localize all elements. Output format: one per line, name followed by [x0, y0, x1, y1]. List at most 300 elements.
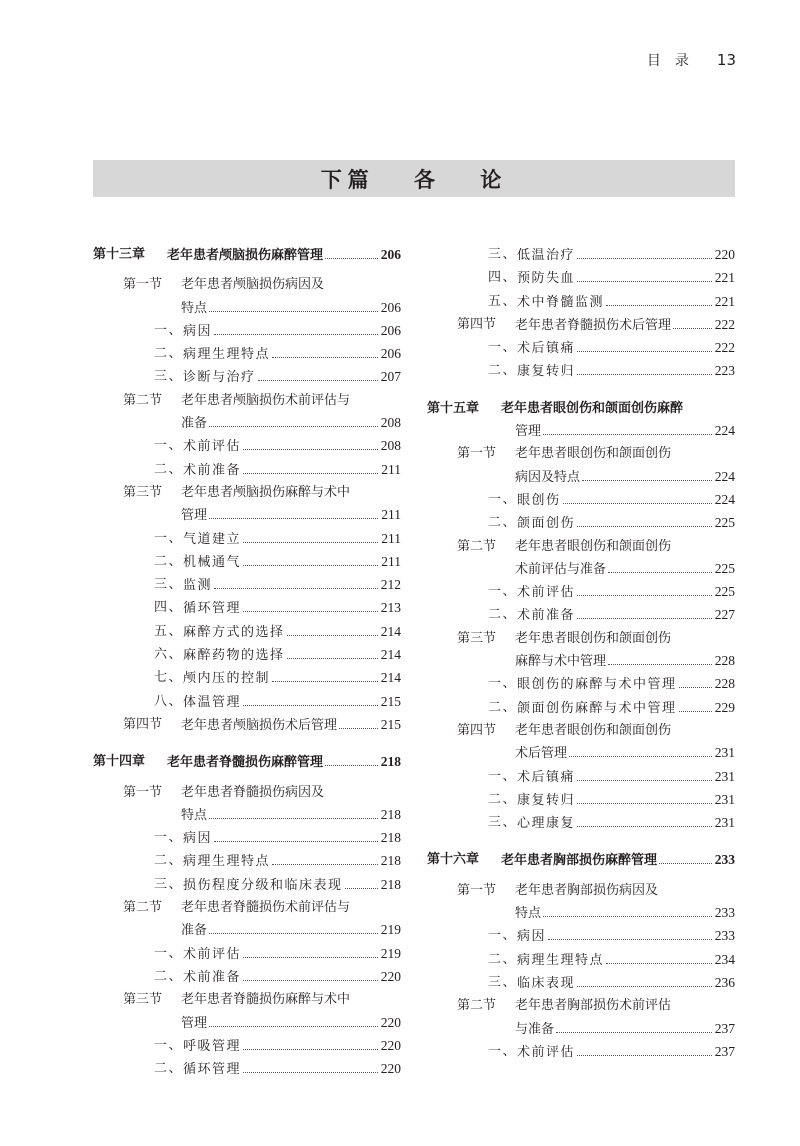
toc-entry-label: 一、 — [487, 584, 517, 600]
toc-entry-label: 一、 — [487, 768, 517, 784]
toc-entry-title: 气道建立 — [183, 531, 242, 547]
toc-entry-cont[interactable] — [427, 1018, 735, 1041]
toc-entry-label: 二、 — [487, 607, 517, 623]
toc-entry-label: 五、 — [153, 623, 183, 639]
toc-entry-page: 225 — [714, 560, 735, 576]
toc-entry-title: 老年患者颅脑损伤麻醉与术中 — [181, 484, 351, 500]
toc-entry-cont[interactable] — [427, 420, 735, 443]
toc-entry-label — [427, 650, 515, 673]
leader-dots — [345, 888, 378, 889]
leader-dots — [606, 305, 712, 306]
toc-entry-cont[interactable] — [427, 466, 735, 489]
leader-dots — [563, 503, 712, 504]
toc-entry-title: 老年患者颅脑损伤术后管理 — [181, 717, 338, 733]
toc-entry-label: 四、 — [487, 270, 517, 286]
toc-entry-label: 一、 — [487, 928, 517, 944]
leader-dots — [673, 328, 712, 329]
toc-entry-section[interactable] — [427, 536, 735, 558]
toc-entry-label — [427, 420, 515, 443]
toc-entry-title: 老年患者脊髓损伤术前评估与 — [181, 900, 351, 916]
leader-dots — [209, 933, 378, 934]
toc-entry-title: 术前评估与准备 — [515, 561, 607, 577]
toc-entry-cont[interactable] — [427, 558, 735, 581]
toc-entry-title: 颌面创伤 — [517, 516, 576, 532]
toc-entry-label — [93, 412, 181, 435]
toc-entry-item[interactable] — [93, 827, 401, 850]
toc-entry-label: 第十五章 — [427, 400, 480, 416]
toc-entry-title: 老年患者眼创伤和颌面创伤麻醉 — [501, 400, 684, 416]
toc-entry-page: 228 — [714, 676, 735, 692]
toc-entry-page: 218 — [380, 876, 401, 892]
leader-dots — [606, 963, 712, 964]
toc-entry-page: 224 — [714, 491, 735, 507]
toc-entry-title: 病因 — [517, 929, 547, 945]
toc-entry-label: 八、 — [153, 693, 183, 709]
toc-entry-label: 二、 — [487, 791, 517, 807]
toc-entry-title: 术后管理 — [515, 746, 568, 762]
leader-dots — [679, 687, 712, 688]
leader-dots — [243, 542, 378, 543]
toc-entry-label — [93, 804, 181, 827]
toc-entry-label: 第四节 — [457, 316, 497, 332]
toc-entry-page: 231 — [714, 745, 735, 761]
toc-entry-page: 211 — [381, 507, 401, 523]
leader-dots — [243, 473, 378, 474]
toc-entry-title: 预防失血 — [517, 271, 576, 287]
toc-entry-section[interactable] — [427, 880, 735, 902]
toc-entry-title: 病理生理特点 — [517, 952, 605, 968]
toc-entry-label: 七、 — [153, 670, 183, 686]
toc-entry-item[interactable] — [93, 459, 401, 482]
toc-entry-label: 一、 — [153, 1037, 183, 1053]
leader-dots — [243, 1072, 378, 1073]
toc-left-column — [93, 244, 401, 1081]
toc-entry-label: 第三节 — [123, 992, 163, 1008]
toc-entry-item[interactable] — [93, 874, 401, 897]
toc-entry-title: 体温管理 — [183, 694, 242, 710]
toc-entry-title: 准备 — [181, 416, 208, 432]
part-title-banner — [93, 160, 735, 197]
toc-entry-page: 206 — [380, 299, 401, 315]
toc-entry-page: 231 — [714, 768, 735, 784]
leader-dots — [543, 916, 712, 917]
leader-dots — [577, 1055, 712, 1056]
toc-entry-section[interactable] — [427, 314, 735, 337]
toc-entry-item[interactable] — [427, 581, 735, 604]
leader-dots — [209, 426, 378, 427]
toc-entry-label: 一、 — [487, 676, 517, 692]
leader-dots — [287, 635, 378, 636]
leader-dots — [243, 565, 378, 566]
toc-entry-item[interactable] — [427, 489, 735, 512]
toc-entry-page: 229 — [714, 699, 735, 715]
toc-entry-title: 循环管理 — [183, 601, 242, 617]
toc-entry-title: 老年患者眼创伤和颌面创伤 — [515, 630, 672, 646]
toc-entry-page: 218 — [380, 853, 401, 869]
toc-entry-cont[interactable] — [93, 804, 401, 827]
toc-entry-title: 老年患者胸部损伤麻醉管理 — [501, 853, 658, 869]
toc-entry-title: 监测 — [183, 578, 213, 594]
toc-entry-title: 康复转归 — [517, 792, 576, 808]
toc-entry-title: 术中脊髓监测 — [517, 294, 605, 310]
toc-entry-title: 病因 — [183, 323, 213, 339]
toc-entry-page: 225 — [714, 515, 735, 531]
toc-entry-label: 二、 — [487, 515, 517, 531]
toc-entry-page: 227 — [714, 607, 735, 623]
leader-dots — [243, 980, 378, 981]
toc-entry-label: 第一节 — [123, 784, 163, 800]
toc-entry-item[interactable] — [427, 673, 735, 696]
toc-entry-section[interactable] — [427, 720, 735, 742]
toc-entry-title: 老年患者颅脑损伤麻醉管理 — [167, 248, 324, 263]
toc-entry-page: 206 — [380, 247, 401, 262]
toc-entry-page: 218 — [380, 806, 401, 822]
toc-entry-title: 诊断与治疗 — [183, 370, 256, 386]
toc-entry-title: 术前准备 — [183, 969, 242, 985]
toc-entry-title: 管理 — [181, 508, 208, 524]
toc-entry-label: 四、 — [153, 600, 183, 616]
leader-dots — [325, 765, 378, 766]
toc-entry-title: 特点 — [181, 300, 208, 316]
leader-dots — [209, 311, 378, 312]
leader-dots — [339, 728, 378, 729]
toc-entry-title: 术前准备 — [517, 608, 576, 624]
toc-entry-cont[interactable] — [427, 902, 735, 925]
toc-entry-label: 三、 — [153, 369, 183, 385]
toc-entry-title: 老年患者脊髓损伤麻醉管理 — [167, 755, 324, 771]
toc-entry-page: 225 — [714, 584, 735, 600]
toc-entry-item[interactable] — [427, 812, 735, 835]
toc-entry-title: 管理 — [515, 424, 542, 440]
toc-entry-section[interactable] — [93, 782, 401, 804]
leader-dots — [577, 281, 712, 282]
toc-entry-page: 233 — [714, 905, 735, 921]
toc-entry-page: 214 — [380, 647, 401, 663]
leader-dots — [272, 864, 378, 865]
toc-entry-item[interactable] — [93, 667, 401, 690]
toc-entry-label: 二、 — [487, 699, 517, 715]
toc-entry-section[interactable] — [427, 628, 735, 650]
toc-entry-page: 234 — [714, 951, 735, 967]
toc-entry-title: 病理生理特点 — [183, 854, 271, 870]
leader-dots — [577, 986, 712, 987]
toc-entry-item[interactable] — [93, 320, 401, 343]
leader-dots — [258, 380, 378, 381]
toc-entry-title: 老年患者脊髓损伤麻醉与术中 — [181, 992, 351, 1008]
toc-entry-page: 233 — [714, 928, 735, 944]
toc-entry-item[interactable] — [427, 512, 735, 535]
toc-entry-item[interactable] — [93, 1035, 401, 1058]
toc-entry-item[interactable] — [93, 1058, 401, 1081]
toc-entry-label: 第一节 — [123, 277, 163, 293]
toc-entry-item[interactable] — [93, 850, 401, 873]
toc-entry-title: 低温治疗 — [517, 248, 576, 263]
leader-dots — [214, 588, 378, 589]
toc-entry-label: 第三节 — [123, 484, 163, 500]
leader-dots — [659, 863, 712, 864]
toc-entry-label: 一、 — [153, 438, 183, 454]
toc-entry-item[interactable] — [93, 597, 401, 620]
toc-right-column — [427, 244, 735, 1064]
toc-entry-item[interactable] — [93, 943, 401, 966]
toc-entry-page: 220 — [380, 1014, 401, 1030]
toc-entry-page: 220 — [380, 968, 401, 984]
toc-entry-title: 术前评估 — [183, 439, 242, 455]
toc-entry-label: 一、 — [153, 945, 183, 961]
toc-entry-title: 术前评估 — [517, 585, 576, 601]
toc-entry-item[interactable] — [427, 267, 735, 290]
toc-entry-title: 麻醉药物的选择 — [183, 648, 285, 664]
toc-entry-page: 218 — [380, 754, 401, 770]
toc-entry-label: 第十六章 — [427, 852, 480, 868]
toc-entry-label — [427, 466, 515, 489]
toc-entry-title: 临床表现 — [517, 975, 576, 991]
toc-entry-title: 麻醉方式的选择 — [183, 624, 285, 640]
toc-entry-item[interactable] — [93, 366, 401, 389]
leader-dots — [577, 618, 712, 619]
toc-entry-chapter[interactable] — [427, 849, 735, 872]
toc-entry-title: 特点 — [515, 906, 542, 922]
toc-entry-page: 212 — [380, 577, 401, 593]
toc-entry-page: 211 — [381, 461, 401, 477]
leader-dots — [243, 611, 378, 612]
toc-entry-page: 218 — [380, 830, 401, 846]
leader-dots — [243, 449, 378, 450]
toc-entry-label: 五、 — [487, 293, 517, 309]
toc-entry-item[interactable] — [427, 604, 735, 627]
toc-entry-item[interactable] — [427, 337, 735, 360]
toc-entry-item[interactable] — [93, 574, 401, 597]
toc-entry-item[interactable] — [427, 1041, 735, 1064]
toc-entry-section[interactable] — [93, 274, 401, 296]
toc-entry-label — [427, 558, 515, 581]
toc-entry-page: 221 — [714, 270, 735, 286]
toc-entry-page: 215 — [380, 693, 401, 709]
running-header — [647, 50, 736, 70]
leader-dots — [209, 518, 378, 519]
toc-entry-title: 心理康复 — [517, 816, 576, 832]
toc-entry-page: 237 — [714, 1020, 735, 1036]
toc-entry-title: 病理生理特点 — [183, 347, 271, 363]
toc-entry-page: 222 — [714, 340, 735, 356]
toc-entry-label — [427, 742, 515, 765]
toc-entry-section[interactable] — [427, 443, 735, 465]
toc-entry-section[interactable] — [93, 390, 401, 412]
toc-entry-page: 214 — [380, 670, 401, 686]
toc-entry-page: 208 — [380, 415, 401, 431]
toc-entry-label: 第一节 — [457, 882, 497, 898]
toc-entry-page: 228 — [714, 653, 735, 669]
toc-entry-cont[interactable] — [93, 1012, 401, 1035]
toc-entry-title: 眼创伤的麻醉与术中管理 — [517, 677, 677, 693]
leader-dots — [543, 434, 712, 435]
toc-entry-title: 术前评估 — [517, 1044, 576, 1060]
leader-dots — [243, 705, 378, 706]
toc-entry-title: 准备 — [181, 923, 208, 939]
leader-dots — [556, 1032, 712, 1033]
toc-entry-page: 206 — [380, 322, 401, 338]
toc-entry-label: 二、 — [153, 968, 183, 984]
toc-entry-item[interactable] — [93, 621, 401, 644]
leader-dots — [287, 658, 378, 659]
toc-entry-page: 211 — [381, 530, 401, 546]
toc-entry-item[interactable] — [427, 291, 735, 314]
toc-entry-label — [93, 1012, 181, 1035]
toc-entry-cont[interactable] — [93, 297, 401, 320]
toc-entry-item[interactable] — [427, 766, 735, 789]
toc-entry-title: 术前准备 — [183, 462, 242, 478]
toc-entry-page: 219 — [380, 922, 401, 938]
toc-entry-label: 三、 — [487, 815, 517, 831]
toc-entry-page: 223 — [714, 363, 735, 379]
toc-entry-label: 一、 — [487, 491, 517, 507]
toc-entry-page: 221 — [714, 293, 735, 309]
toc-entry-label: 第二节 — [457, 998, 497, 1014]
toc-entry-item[interactable] — [427, 949, 735, 972]
toc-entry-label: 第一节 — [457, 446, 497, 462]
toc-entry-label: 第三节 — [457, 630, 497, 646]
toc-entry-title: 管理 — [181, 1015, 208, 1031]
toc-entry-section[interactable] — [93, 897, 401, 919]
toc-entry-title: 老年患者脊髓损伤病因及 — [181, 784, 325, 800]
header-section-title: 目录 — [646, 53, 703, 69]
toc-entry-title: 损伤程度分级和临床表现 — [183, 877, 343, 893]
toc-entry-chapter[interactable] — [93, 751, 401, 774]
toc-entry-page: 233 — [714, 852, 735, 868]
toc-entry-page: 215 — [380, 716, 401, 732]
toc-entry-label: 二、 — [153, 1061, 183, 1077]
toc-entry-page: 211 — [381, 553, 401, 569]
toc-entry-item[interactable] — [427, 789, 735, 812]
toc-entry-label — [93, 297, 181, 320]
toc-entry-label: 三、 — [153, 577, 183, 593]
toc-entry-page: 236 — [714, 974, 735, 990]
toc-entry-cont[interactable] — [427, 650, 735, 673]
toc-entry-label: 一、 — [153, 530, 183, 546]
toc-entry-title: 特点 — [181, 807, 208, 823]
toc-entry-label: 三、 — [487, 247, 517, 262]
leader-dots — [548, 939, 712, 940]
leader-dots — [577, 526, 712, 527]
toc-entry-cont[interactable] — [93, 412, 401, 435]
leader-dots — [577, 595, 712, 596]
toc-entry-label: 二、 — [487, 951, 517, 967]
toc-entry-title: 呼吸管理 — [183, 1038, 242, 1054]
leader-dots — [577, 351, 712, 352]
toc-entry-page: 224 — [714, 468, 735, 484]
toc-entry-section[interactable] — [93, 482, 401, 504]
toc-entry-label: 三、 — [487, 974, 517, 990]
toc-entry-item[interactable] — [427, 972, 735, 995]
toc-entry-title: 眼创伤 — [517, 492, 561, 508]
toc-entry-label — [427, 1018, 515, 1041]
toc-entry-label: 第四节 — [123, 716, 163, 732]
toc-entry-label: 第四节 — [457, 722, 497, 738]
toc-entry-item[interactable] — [93, 691, 401, 714]
toc-entry-item[interactable] — [427, 360, 735, 383]
toc-entry-title: 老年患者眼创伤和颌面创伤 — [515, 538, 672, 554]
toc-entry-title: 病因 — [183, 831, 213, 847]
toc-entry-label: 一、 — [153, 322, 183, 338]
toc-entry-page: 222 — [714, 316, 735, 332]
leader-dots — [209, 1026, 378, 1027]
toc-entry-label: 第十三章 — [93, 247, 146, 262]
toc-entry-label: 一、 — [487, 1043, 517, 1059]
toc-entry-label — [93, 504, 181, 527]
toc-entry-section[interactable] — [93, 989, 401, 1011]
toc-entry-item[interactable] — [93, 966, 401, 989]
toc-entry-cont[interactable] — [93, 504, 401, 527]
leader-dots — [569, 756, 712, 757]
toc-entry-page: 207 — [380, 369, 401, 385]
toc-entry-item[interactable] — [93, 435, 401, 458]
toc-entry-page: 224 — [714, 423, 735, 439]
toc-entry-item[interactable] — [93, 551, 401, 574]
toc-entry-label: 二、 — [153, 553, 183, 569]
leader-dots — [272, 681, 378, 682]
leader-dots — [577, 803, 712, 804]
toc-entry-page: 206 — [380, 346, 401, 362]
toc-entry-label: 二、 — [153, 461, 183, 477]
toc-entry-item[interactable] — [93, 528, 401, 551]
toc-entry-label: 二、 — [153, 853, 183, 869]
toc-entry-section[interactable] — [93, 714, 401, 737]
toc-entry-label — [93, 919, 181, 942]
toc-entry-title: 机械通气 — [183, 554, 242, 570]
toc-entry-title: 术后镇痛 — [517, 341, 576, 357]
leader-dots — [608, 664, 712, 665]
leader-dots — [577, 374, 712, 375]
toc-entry-item[interactable] — [427, 244, 735, 267]
toc-entry-title: 老年患者胸部损伤术前评估 — [515, 998, 672, 1014]
toc-entry-chapter[interactable] — [427, 398, 735, 420]
leader-dots — [243, 957, 378, 958]
toc-entry-label: 一、 — [153, 830, 183, 846]
toc-entry-label — [427, 902, 515, 925]
toc-entry-page: 208 — [380, 438, 401, 454]
toc-entry-label: 六、 — [153, 647, 183, 663]
toc-entry-item[interactable] — [93, 644, 401, 667]
toc-entry-label: 三、 — [153, 876, 183, 892]
toc-entry-item[interactable] — [427, 697, 735, 720]
leader-dots — [272, 357, 378, 358]
toc-entry-title: 老年患者眼创伤和颌面创伤 — [515, 446, 672, 462]
toc-entry-page: 220 — [714, 247, 735, 262]
toc-entry-item[interactable] — [427, 925, 735, 948]
toc-entry-cont[interactable] — [93, 919, 401, 942]
toc-entry-title: 术前评估 — [183, 946, 242, 962]
toc-entry-title: 康复转归 — [517, 364, 576, 380]
leader-dots — [214, 841, 378, 842]
toc-entry-page: 220 — [380, 1037, 401, 1053]
header-page-number: 13 — [716, 51, 736, 69]
toc-entry-page: 213 — [380, 600, 401, 616]
toc-entry-title: 麻醉与术中管理 — [515, 654, 607, 670]
part-title: 下篇 各 论 — [320, 167, 508, 192]
toc-entry-chapter[interactable] — [93, 244, 401, 267]
leader-dots — [214, 334, 378, 335]
toc-entry-title: 病因及特点 — [515, 469, 581, 485]
toc-entry-title: 与准备 — [515, 1021, 555, 1037]
toc-entry-item[interactable] — [93, 343, 401, 366]
toc-entry-label: 第二节 — [457, 538, 497, 554]
toc-entry-label: 二、 — [487, 363, 517, 379]
toc-entry-section[interactable] — [427, 995, 735, 1017]
toc-entry-title: 老年患者眼创伤和颌面创伤 — [515, 722, 672, 738]
leader-dots — [577, 780, 712, 781]
toc-entry-label: 第二节 — [123, 392, 163, 408]
toc-entry-cont[interactable] — [427, 742, 735, 765]
